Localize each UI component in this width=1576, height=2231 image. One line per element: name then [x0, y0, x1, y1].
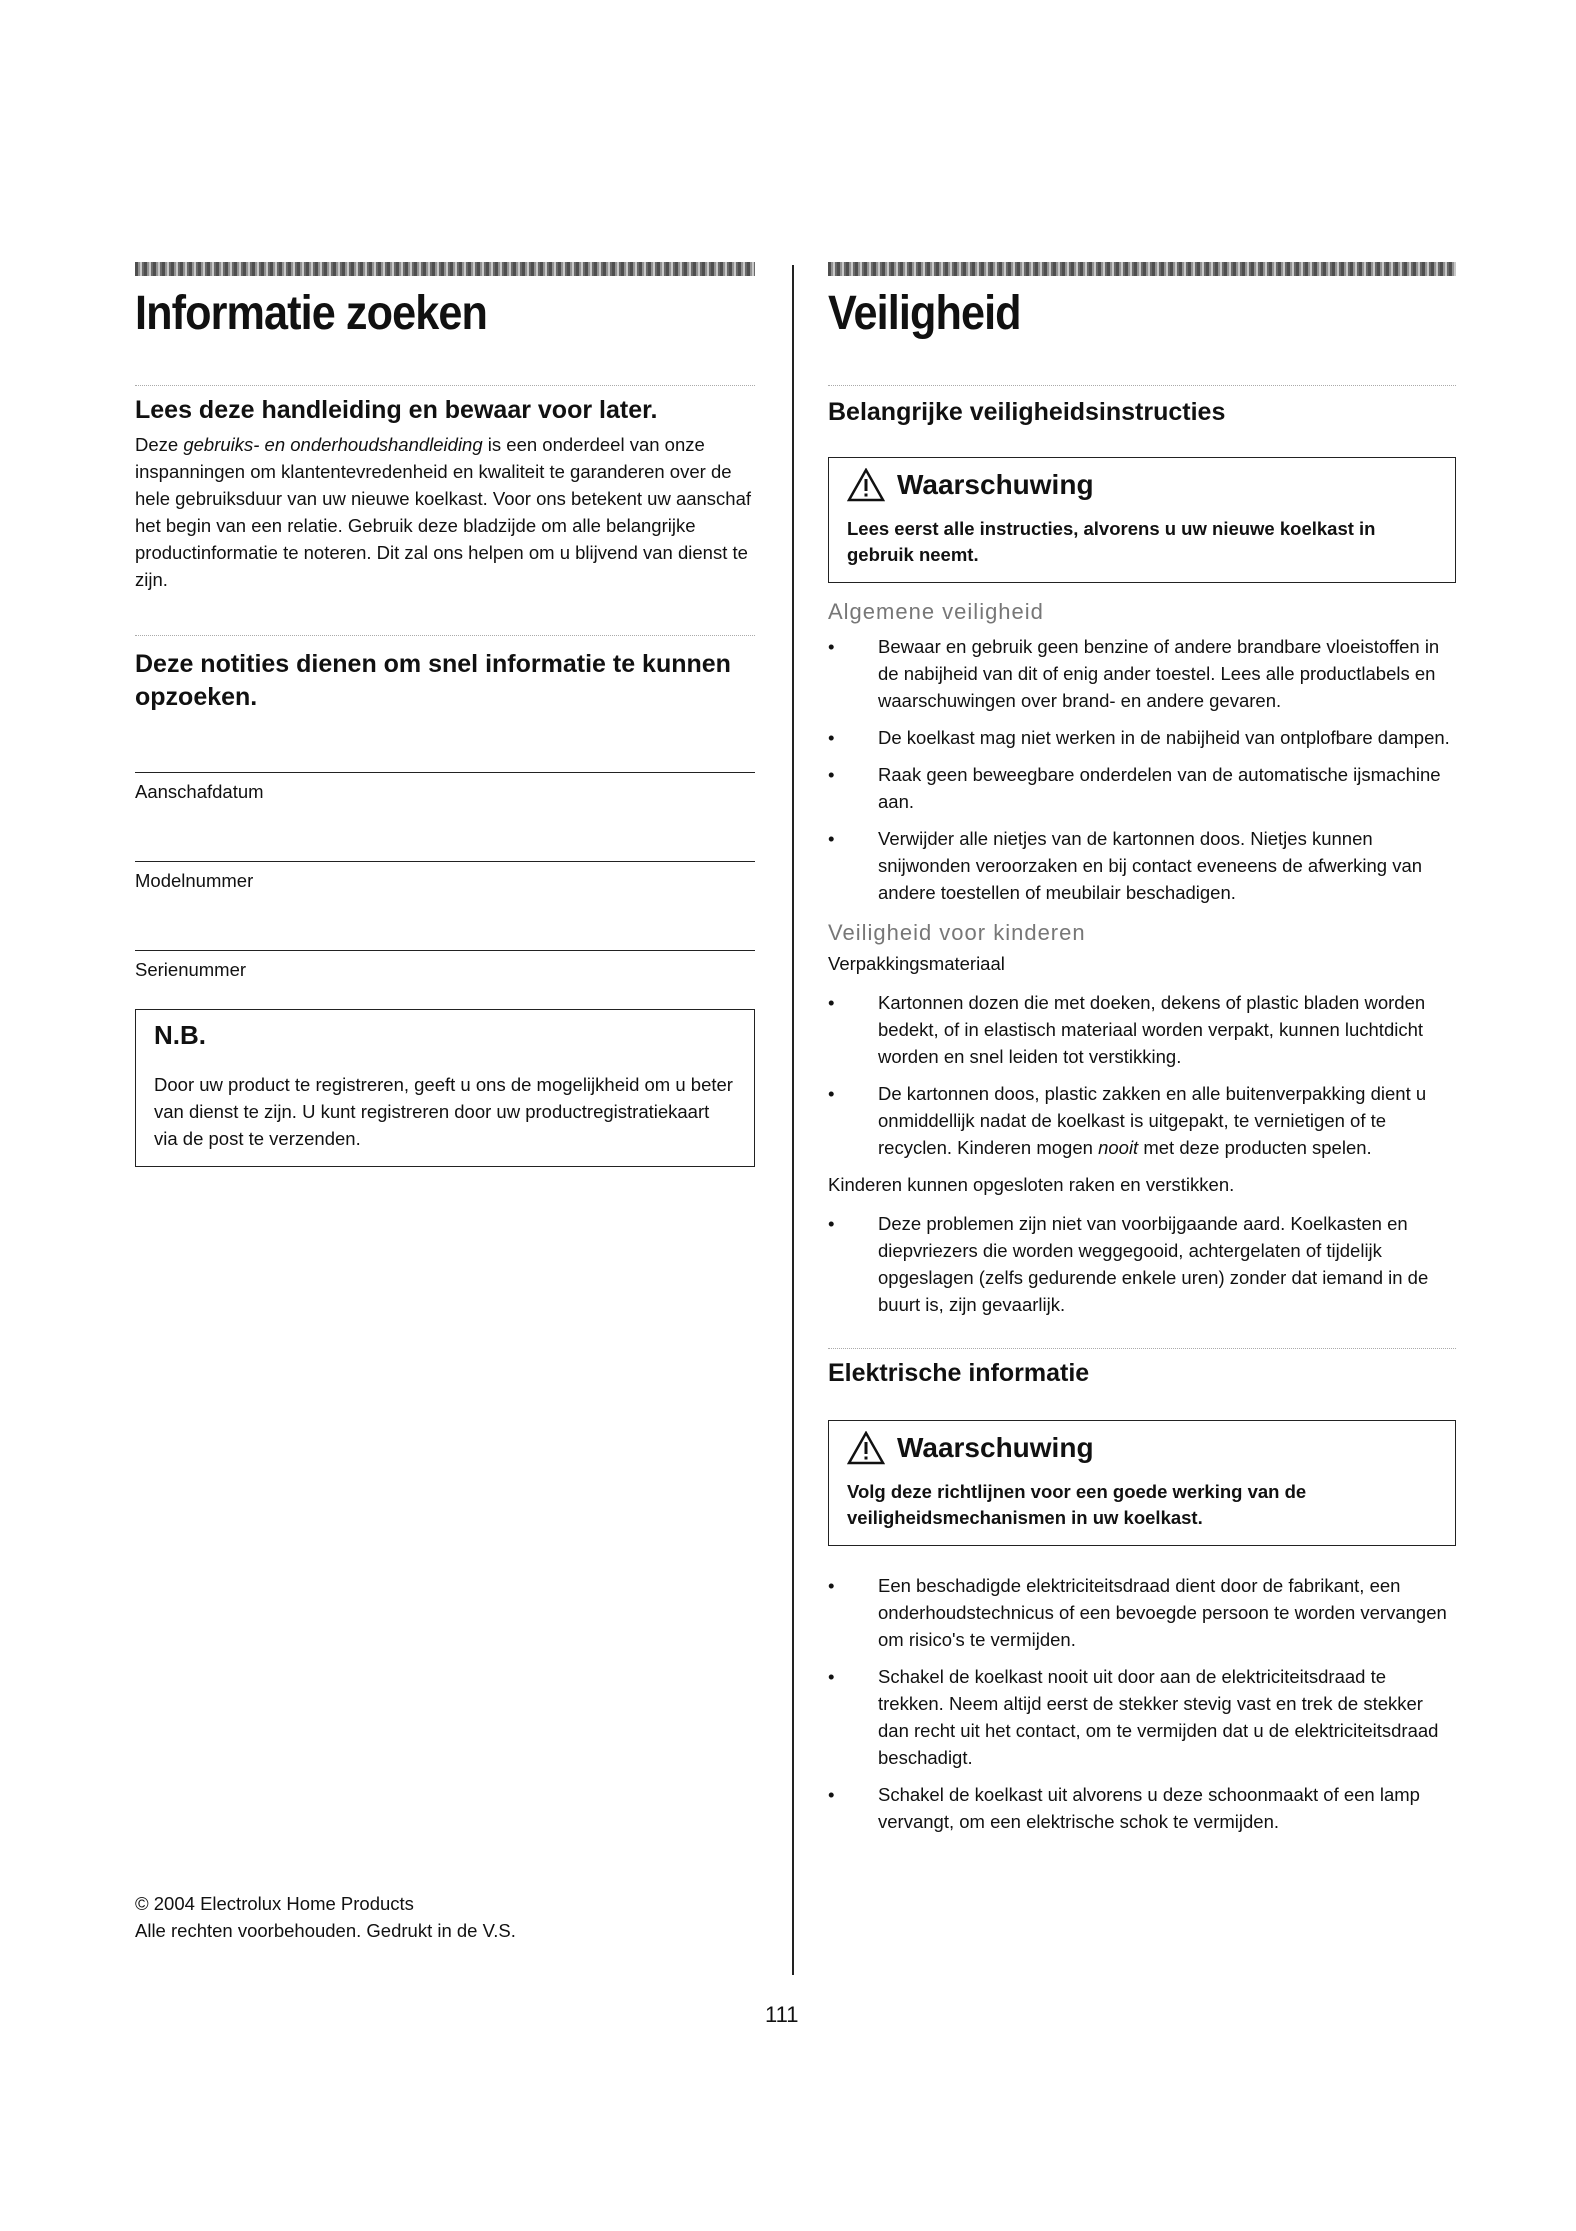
warning-body: Lees eerst alle instructies, alvorens u uw nieuwe koelkast in gebruik neemt. [847, 518, 1376, 565]
footer [135, 1890, 516, 1944]
warning-box-2 [828, 1420, 1456, 1546]
dotted-rule [828, 1348, 1456, 1349]
field-label: Serienummer [135, 959, 247, 980]
nb-title: N.B. [154, 1020, 206, 1050]
list-item: • Bewaar en gebruik geen benzine of andere brandbare vloeistoffen in de nabijheid van dit of enig ander toestel. Lees alle productlabels en waarschuwingen over brand- en andere gevaren. [828, 633, 1456, 714]
children-list [828, 1210, 1456, 1318]
header-bar [828, 262, 1456, 276]
warning-body: Volg deze richtlijnen voor een goede werking van de veiligheidsmechanismen in uw koelkast. [847, 1481, 1307, 1528]
dotted-rule [135, 385, 755, 386]
copyright-text: © 2004 Electrolux Home Products [135, 1893, 414, 1914]
list-item: • Schakel de koelkast uit alvorens u deze schoonmaakt of een lamp vervangt, om een elektrische schok te vermijden. [828, 1781, 1456, 1835]
rights-text: Alle rechten voorbehouden. Gedrukt in de V.S. [135, 1920, 516, 1941]
column-divider [792, 265, 794, 1975]
packaging-list [828, 989, 1456, 1161]
field-line [135, 772, 755, 773]
section-heading-notities: Deze notities dienen om snel informatie te kunnen opzoeken. [135, 650, 731, 711]
header-bar [135, 262, 755, 276]
list-item: • Deze problemen zijn niet van voorbijgaande aard. Koelkasten en diepvriezers die worden weggegooid, achtergelaten of tijdelijk opgeslagen (zelfs gedurende enkele uren) zonder dat iemand in de buurt is, zijn gevaarlijk. [828, 1210, 1456, 1318]
electrical-list [828, 1572, 1456, 1835]
section-heading-veiligheid: Belangrijke veiligheidsinstructies [828, 398, 1226, 426]
field-line [135, 950, 755, 951]
subhead-kinderen: Veiligheid voor kinderen [828, 920, 1086, 945]
warning-title-text: Waarschuwing [897, 1432, 1094, 1463]
children-trap-text: Kinderen kunnen opgesloten raken en verstikken. [828, 1174, 1235, 1195]
field-line [135, 861, 755, 862]
dotted-rule [135, 635, 755, 636]
warning-title-text: Waarschuwing [897, 469, 1094, 500]
page-title-right: Veiligheid [828, 287, 1021, 340]
intro-paragraph: Deze gebruiks- en onderhoudshandleiding is een onderdeel van onze inspanningen om klantentevredenheid en kwaliteit te garanderen over de hele gebruiksduur van uw nieuwe koelkast. Voor ons betekent uw aanschaf het begin van een relatie. Gebruik deze bladzijde om alle belangrijke productinformatie te noteren. Dit zal ons helpen om u blijvend van dienst te zijn. [135, 434, 752, 590]
subhead-algemene: Algemene veiligheid [828, 599, 1044, 624]
page-number: 111 [765, 2002, 799, 2027]
dotted-rule [828, 385, 1456, 386]
field-serienummer [135, 950, 755, 981]
general-safety-list [828, 633, 1456, 906]
list-item: • Verwijder alle nietjes van de kartonnen doos. Nietjes kunnen snijwonden veroorzaken en bij contact eveneens de afwerking van andere toestellen of meubilair beschadigen. [828, 825, 1456, 906]
warning-triangle-icon [847, 468, 885, 502]
warning-box-1 [828, 457, 1456, 583]
section-heading-elektrisch: Elektrische informatie [828, 1359, 1090, 1387]
packaging-label: Verpakkingsmateriaal [828, 953, 1005, 974]
list-item: • Een beschadigde elektriciteitsdraad dient door de fabrikant, een onderhoudstechnicus of een bevoegde persoon te worden vervangen om risico's te vermijden. [828, 1572, 1456, 1653]
nb-box [135, 1009, 755, 1167]
field-aanschafdatum [135, 772, 755, 803]
field-label: Aanschafdatum [135, 781, 264, 802]
section-heading-lees: Lees deze handleiding en bewaar voor later. [135, 396, 658, 424]
page-title-left: Informatie zoeken [135, 287, 487, 340]
list-item: • De kartonnen doos, plastic zakken en alle buitenverpakking dient u onmiddellijk nadat de koelkast is uitgepakt, te vernietigen of te recyclen. Kinderen mogen nooit met deze producten spelen. [828, 1080, 1456, 1161]
list-item: • De koelkast mag niet werken in de nabijheid van ontplofbare dampen. [828, 724, 1456, 751]
field-label: Modelnummer [135, 870, 254, 891]
list-item: • Schakel de koelkast nooit uit door aan de elektriciteitsdraad te trekken. Neem altijd eerst de stekker stevig vast en trek de stekker dan recht uit het contact, om te vermijden dat u de elektriciteitsdraad beschadigt. [828, 1663, 1456, 1771]
warning-triangle-icon [847, 1431, 885, 1465]
list-item: • Kartonnen dozen die met doeken, dekens of plastic bladen worden bedekt, of in elastisch materiaal worden verpakt, kunnen luchtdicht worden en snel leiden tot verstikking. [828, 989, 1456, 1070]
right-column [828, 262, 1456, 1845]
left-column [135, 262, 755, 1167]
warning-title [847, 468, 1437, 502]
list-item: • Raak geen beweegbare onderdelen van de automatische ijsmachine aan. [828, 761, 1456, 815]
nb-body: Door uw product te registreren, geeft u ons de mogelijkheid om u beter van dienst te zijn. U kunt registreren door uw productregistratiekaart via de post te verzenden. [154, 1074, 733, 1149]
field-modelnummer [135, 861, 755, 892]
warning-title [847, 1431, 1437, 1465]
